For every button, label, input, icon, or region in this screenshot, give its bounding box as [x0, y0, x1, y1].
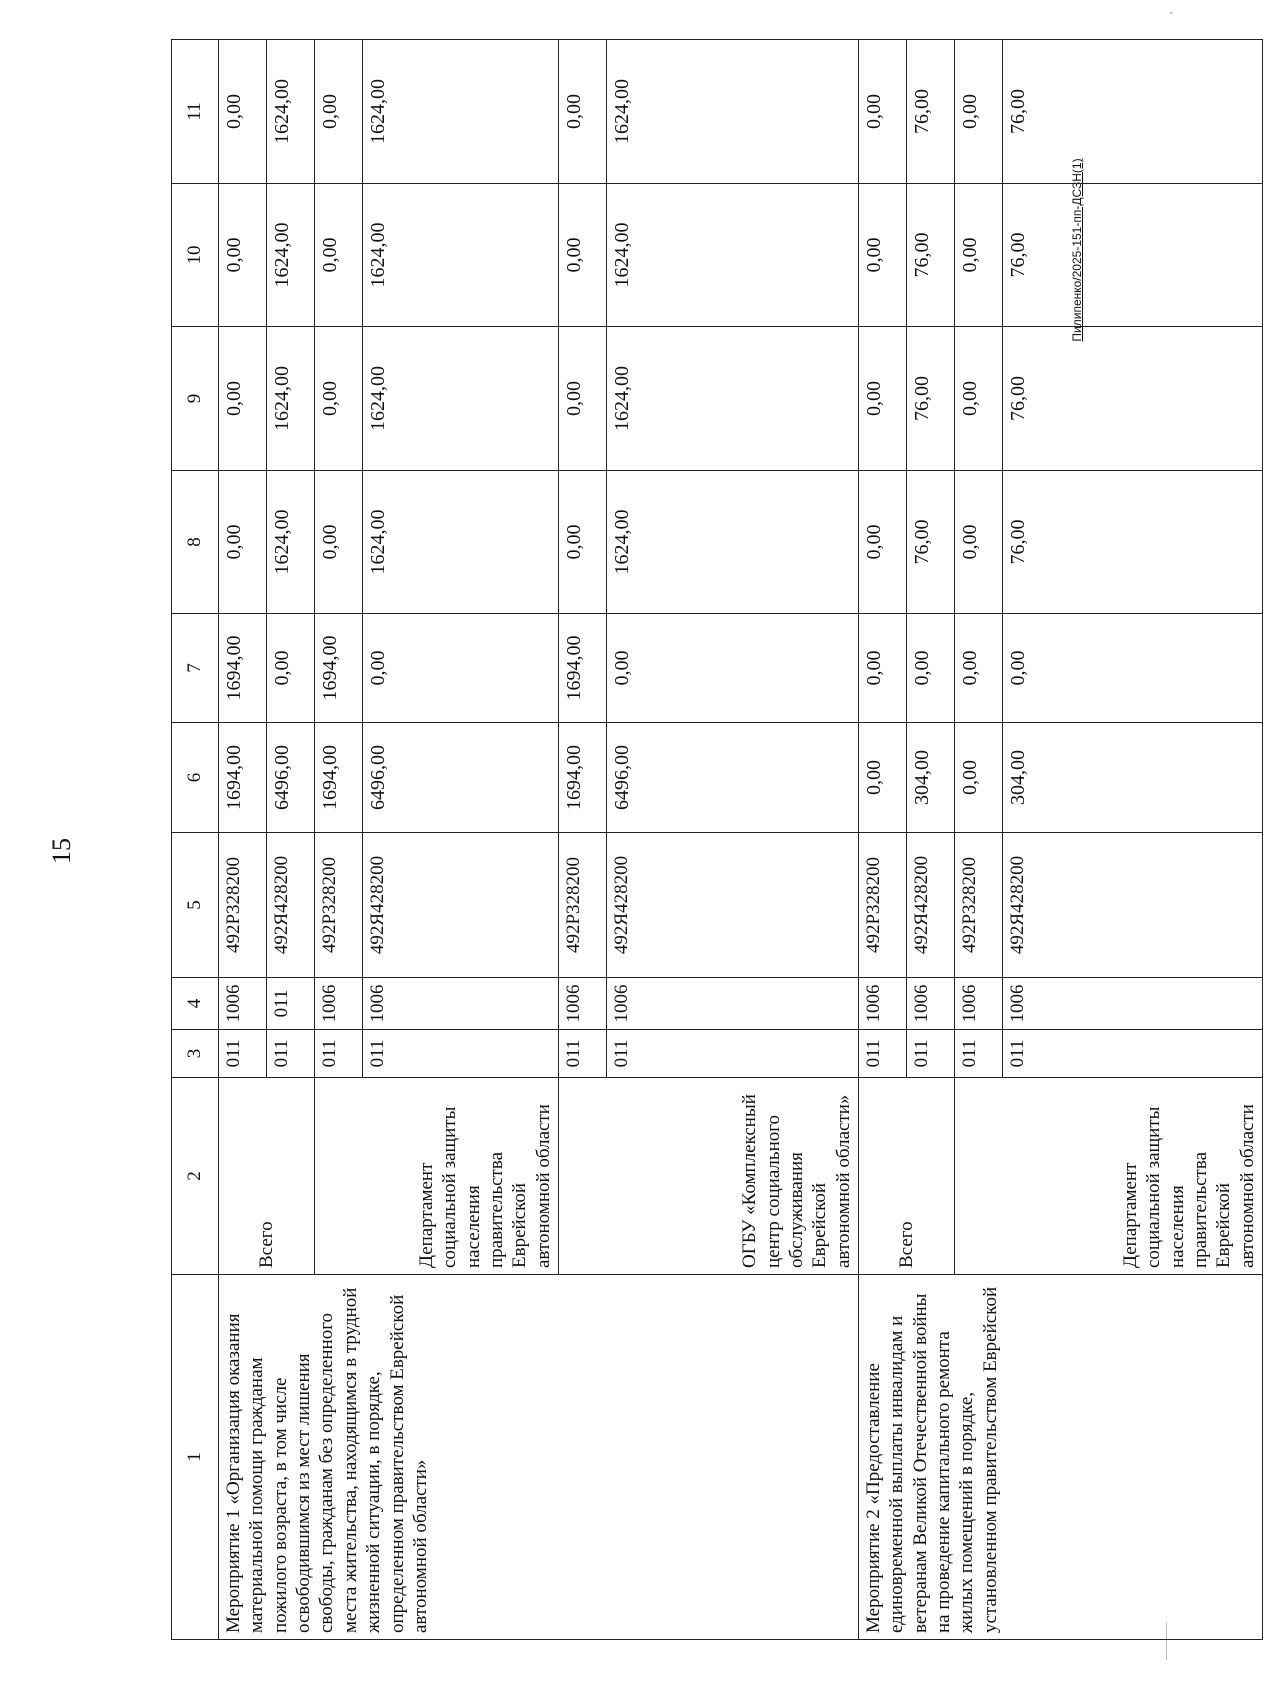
value-total-cell: 0,00 — [955, 723, 1003, 833]
value-2029-cell: 0,00 — [315, 40, 363, 184]
value-2026-cell: 1624,00 — [267, 471, 315, 614]
target-article-cell: 492Я428200 — [267, 833, 315, 978]
value-2026-cell: 0,00 — [315, 471, 363, 614]
value-2027-cell: 1624,00 — [267, 327, 315, 471]
column-header: 2 — [172, 1078, 219, 1275]
value-2029-cell: 0,00 — [955, 40, 1003, 184]
value-2028-cell: 1624,00 — [267, 184, 315, 327]
value-2026-cell: 1624,00 — [363, 471, 559, 614]
column-header: 9 — [172, 327, 219, 471]
section-cell: 1006 — [607, 978, 859, 1030]
value-2029-cell: 1624,00 — [363, 40, 559, 184]
grbs-cell: 011 — [1003, 1030, 1263, 1078]
column-header: 7 — [172, 614, 219, 723]
value-total-cell: 1694,00 — [315, 723, 363, 833]
value-2025-cell: 0,00 — [267, 614, 315, 723]
value-2025-cell: 0,00 — [859, 614, 907, 723]
value-2028-cell: 0,00 — [219, 184, 267, 327]
value-total-cell: 1694,00 — [219, 723, 267, 833]
section-cell: 1006 — [559, 978, 607, 1030]
table-row — [859, 40, 907, 1640]
value-2027-cell: 1624,00 — [363, 327, 559, 471]
grbs-cell: 011 — [907, 1030, 955, 1078]
value-2025-cell: 1694,00 — [315, 614, 363, 723]
value-2027-cell: 1624,00 — [607, 327, 859, 471]
value-2029-cell: 0,00 — [859, 40, 907, 184]
executor-cell: ОГБУ «Комплексный центр социального обслуживания Еврейской автономной области» — [559, 1078, 859, 1275]
value-2028-cell: 0,00 — [559, 184, 607, 327]
column-header: 8 — [172, 471, 219, 614]
section-cell: 1006 — [1003, 978, 1263, 1030]
value-total-cell: 1694,00 — [559, 723, 607, 833]
value-2029-cell: 76,00 — [907, 40, 955, 184]
target-article-cell: 492Р328200 — [559, 833, 607, 978]
value-2026-cell: 0,00 — [559, 471, 607, 614]
value-total-cell: 6496,00 — [267, 723, 315, 833]
target-article-cell: 492Я428200 — [1003, 833, 1263, 978]
grbs-cell: 011 — [955, 1030, 1003, 1078]
section-cell: 1006 — [955, 978, 1003, 1030]
column-header: 6 — [172, 723, 219, 833]
grbs-cell: 011 — [315, 1030, 363, 1078]
value-2026-cell: 0,00 — [219, 471, 267, 614]
value-2027-cell: 0,00 — [859, 327, 907, 471]
scan-dot — [1170, 12, 1173, 14]
grbs-cell: 011 — [267, 1030, 315, 1078]
value-2028-cell: 76,00 — [907, 184, 955, 327]
target-article-cell: 492Р328200 — [315, 833, 363, 978]
target-article-cell: 492Я428200 — [907, 833, 955, 978]
value-2027-cell: 0,00 — [219, 327, 267, 471]
target-article-cell: 492Я428200 — [607, 833, 859, 978]
value-2026-cell: 0,00 — [859, 471, 907, 614]
column-header: 3 — [172, 1030, 219, 1078]
table-row — [219, 40, 267, 1640]
grbs-cell: 011 — [607, 1030, 859, 1078]
value-2026-cell: 76,00 — [1003, 471, 1263, 614]
section-cell: 1006 — [315, 978, 363, 1030]
value-2029-cell: 0,00 — [559, 40, 607, 184]
target-article-cell: 492Р328200 — [955, 833, 1003, 978]
section-cell: 1006 — [907, 978, 955, 1030]
section-cell: 1006 — [859, 978, 907, 1030]
value-2027-cell: 0,00 — [559, 327, 607, 471]
value-2025-cell: 0,00 — [907, 614, 955, 723]
executor-cell: Департамент социальной защиты населения правительства Еврейской автономной области — [955, 1078, 1263, 1275]
value-2028-cell: 0,00 — [955, 184, 1003, 327]
executor-cell: Департамент социальной защиты населения правительства Еврейской автономной области — [315, 1078, 559, 1275]
value-2025-cell: 1694,00 — [559, 614, 607, 723]
section-cell: 1006 — [363, 978, 559, 1030]
measure-cell: Мероприятие 1 «Организация оказания материальной помощи гражданам пожилого возраста, в том числе освободившимся из мест лишения свободы, гражданам без определенного места жительства, находящимся в трудной жизненной ситуации, в порядке, определенном правительством Еврейской автономной области» — [219, 1275, 859, 1640]
executor-cell: Всего — [859, 1078, 955, 1275]
value-total-cell: 6496,00 — [607, 723, 859, 833]
value-2029-cell: 1624,00 — [267, 40, 315, 184]
column-header: 11 — [172, 40, 219, 184]
value-total-cell: 0,00 — [859, 723, 907, 833]
value-2027-cell: 76,00 — [907, 327, 955, 471]
target-article-cell: 492Р328200 — [219, 833, 267, 978]
value-2026-cell: 1624,00 — [607, 471, 859, 614]
grbs-cell: 011 — [859, 1030, 907, 1078]
value-2025-cell: 0,00 — [1003, 614, 1263, 723]
column-header: 4 — [172, 978, 219, 1030]
section-cell: 1006 — [219, 978, 267, 1030]
value-2025-cell: 0,00 — [955, 614, 1003, 723]
value-2026-cell: 76,00 — [907, 471, 955, 614]
grbs-cell: 011 — [559, 1030, 607, 1078]
grbs-cell: 011 — [219, 1030, 267, 1078]
value-2029-cell: 1624,00 — [607, 40, 859, 184]
budget-table — [171, 39, 1263, 1640]
column-header: 10 — [172, 184, 219, 327]
footer-code-text: Пилипенко/2025-151-пп-ДСЗН(1) — [1070, 158, 1084, 342]
value-2027-cell: 0,00 — [955, 327, 1003, 471]
value-2025-cell: 1694,00 — [219, 614, 267, 723]
value-2026-cell: 0,00 — [955, 471, 1003, 614]
value-2028-cell: 76,00 — [1003, 184, 1263, 327]
value-2028-cell: 1624,00 — [363, 184, 559, 327]
executor-cell: Всего — [219, 1078, 315, 1275]
value-2029-cell: 76,00 — [1003, 40, 1263, 184]
column-header: 5 — [172, 833, 219, 978]
value-2029-cell: 0,00 — [219, 40, 267, 184]
grbs-cell: 011 — [363, 1030, 559, 1078]
value-2027-cell: 76,00 — [1003, 327, 1263, 471]
value-2028-cell: 1624,00 — [607, 184, 859, 327]
value-2027-cell: 0,00 — [315, 327, 363, 471]
column-header: 1 — [172, 1275, 219, 1640]
value-2028-cell: 0,00 — [859, 184, 907, 327]
value-total-cell: 304,00 — [907, 723, 955, 833]
value-2025-cell: 0,00 — [607, 614, 859, 723]
measure-cell: Мероприятие 2 «Предоставление единовременной выплаты инвалидам и ветеранам Великой Отечественной войны на проведение капитального ремонта жилых помещений в порядке, установленном правительством Еврейской — [859, 1275, 1263, 1640]
table-body — [172, 40, 1263, 1640]
value-2025-cell: 0,00 — [363, 614, 559, 723]
value-total-cell: 6496,00 — [363, 723, 559, 833]
value-2028-cell: 0,00 — [315, 184, 363, 327]
target-article-cell: 492Я428200 — [363, 833, 559, 978]
target-article-cell: 492Р328200 — [859, 833, 907, 978]
value-total-cell: 304,00 — [1003, 723, 1263, 833]
section-cell: 011 — [267, 978, 315, 1030]
page-number: 15 — [47, 838, 76, 864]
header-row — [172, 40, 219, 1640]
